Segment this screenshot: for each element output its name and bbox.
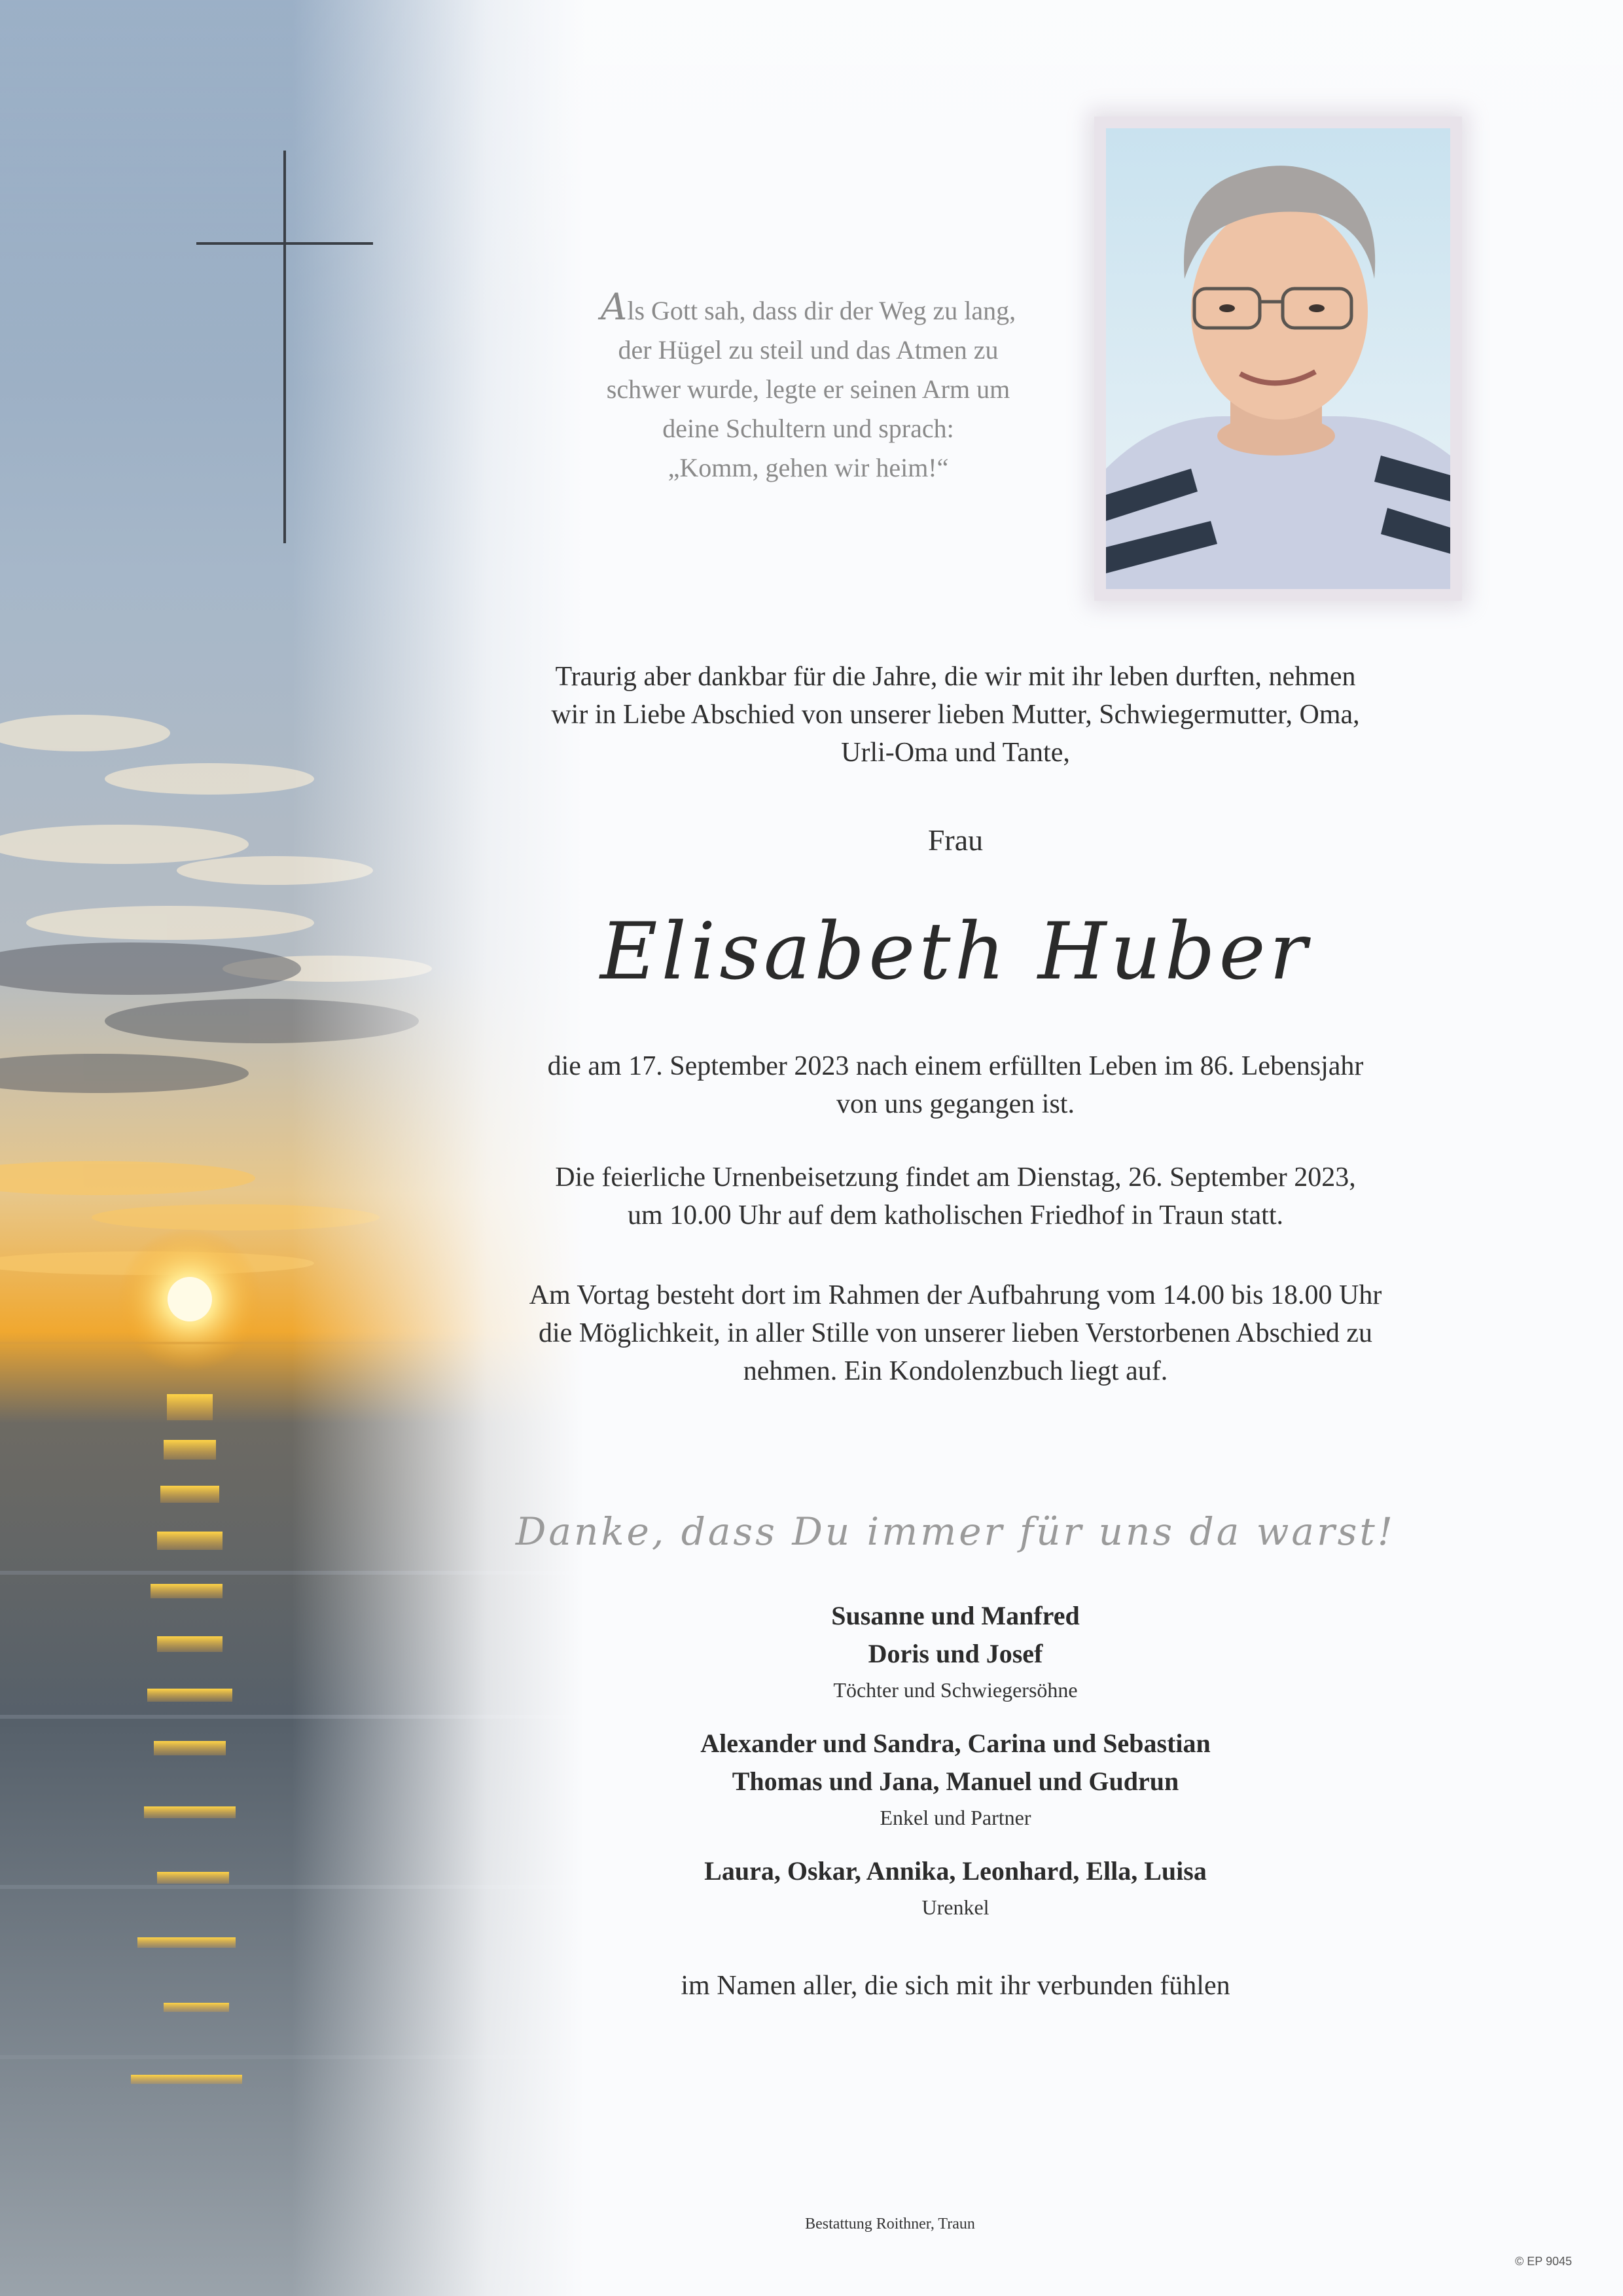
quote-line-2: der Hügel zu steil und das Atmen zu xyxy=(618,335,999,365)
quote-initial: A xyxy=(600,286,628,329)
family-daughters-2: Doris und Josef xyxy=(868,1639,1043,1668)
viewing-line-2: die Möglichkeit, in aller Stille von unserer lieben Verstorbenen Abschied zu xyxy=(538,1318,1373,1348)
deceased-name: Elisabeth Huber xyxy=(599,906,1311,997)
portrait-photo xyxy=(1106,128,1450,589)
document-code: © EP 9045 xyxy=(1515,2255,1572,2268)
quote-line-1: Als Gott sah, dass dir der Weg zu lang, xyxy=(600,286,1016,329)
burial-line-2: um 10.00 Uhr auf dem katholischen Friedhof in Traun statt. xyxy=(627,1200,1284,1230)
family-grandchildren-role: Enkel und Partner xyxy=(880,1806,1031,1829)
quote-line-3: schwer wurde, legte er seinen Arm um xyxy=(606,374,1010,404)
family-grandchildren-1: Alexander und Sandra, Carina und Sebastian xyxy=(700,1729,1211,1758)
family-grandchildren xyxy=(419,1725,1492,1835)
burial-line-1: Die feierliche Urnenbeisetzung findet am Dienstag, 26. September 2023, xyxy=(555,1162,1356,1193)
viewing-notice xyxy=(419,1276,1492,1390)
closing-line: im Namen aller, die sich mit ihr verbunden fühlen xyxy=(681,1971,1230,2001)
family-daughters-1: Susanne und Manfred xyxy=(831,1601,1080,1630)
salutation: Frau xyxy=(927,823,984,857)
quote-line-5: „Komm, gehen wir heim!“ xyxy=(668,453,949,482)
family-great-grandchildren-names: Laura, Oskar, Annika, Leonhard, Ella, Luisa xyxy=(704,1856,1207,1886)
family-great-grandchildren-role: Urenkel xyxy=(921,1895,990,1919)
intro-paragraph xyxy=(419,658,1492,772)
family-daughters xyxy=(419,1597,1492,1707)
burial-notice xyxy=(419,1158,1492,1234)
cross-icon xyxy=(196,151,373,550)
family-grandchildren-2: Thomas und Jana, Manuel und Gudrun xyxy=(732,1767,1179,1796)
viewing-line-3: nehmen. Ein Kondolenzbuch liegt auf. xyxy=(743,1356,1168,1386)
thanks-line: Danke, dass Du immer für uns da warst! xyxy=(515,1509,1396,1554)
intro-line-1: Traurig aber dankbar für die Jahre, die wir mit ihr leben durften, nehmen xyxy=(555,662,1356,692)
death-line-1: die am 17. September 2023 nach einem erfüllten Leben im 86. Lebensjahr xyxy=(547,1051,1364,1081)
intro-line-3: Urli-Oma und Tante, xyxy=(841,738,1070,768)
quote-line-4: deine Schultern und sprach: xyxy=(662,414,954,443)
intro-line-2: wir in Liebe Abschied von unserer lieben Mutter, Schwiegermutter, Oma, xyxy=(551,700,1360,730)
death-line-2: von uns gegangen ist. xyxy=(836,1089,1075,1119)
funeral-home: Bestattung Roithner, Traun xyxy=(805,2215,975,2233)
viewing-line-1: Am Vortag besteht dort im Rahmen der Aufbahrung vom 14.00 bis 18.00 Uhr xyxy=(529,1280,1382,1310)
family-great-grandchildren xyxy=(419,1852,1492,1924)
portrait-frame xyxy=(1094,117,1462,601)
poem-quote xyxy=(452,288,1165,488)
death-notice xyxy=(419,1047,1492,1123)
family-daughters-role: Töchter und Schwiegersöhne xyxy=(833,1678,1078,1702)
